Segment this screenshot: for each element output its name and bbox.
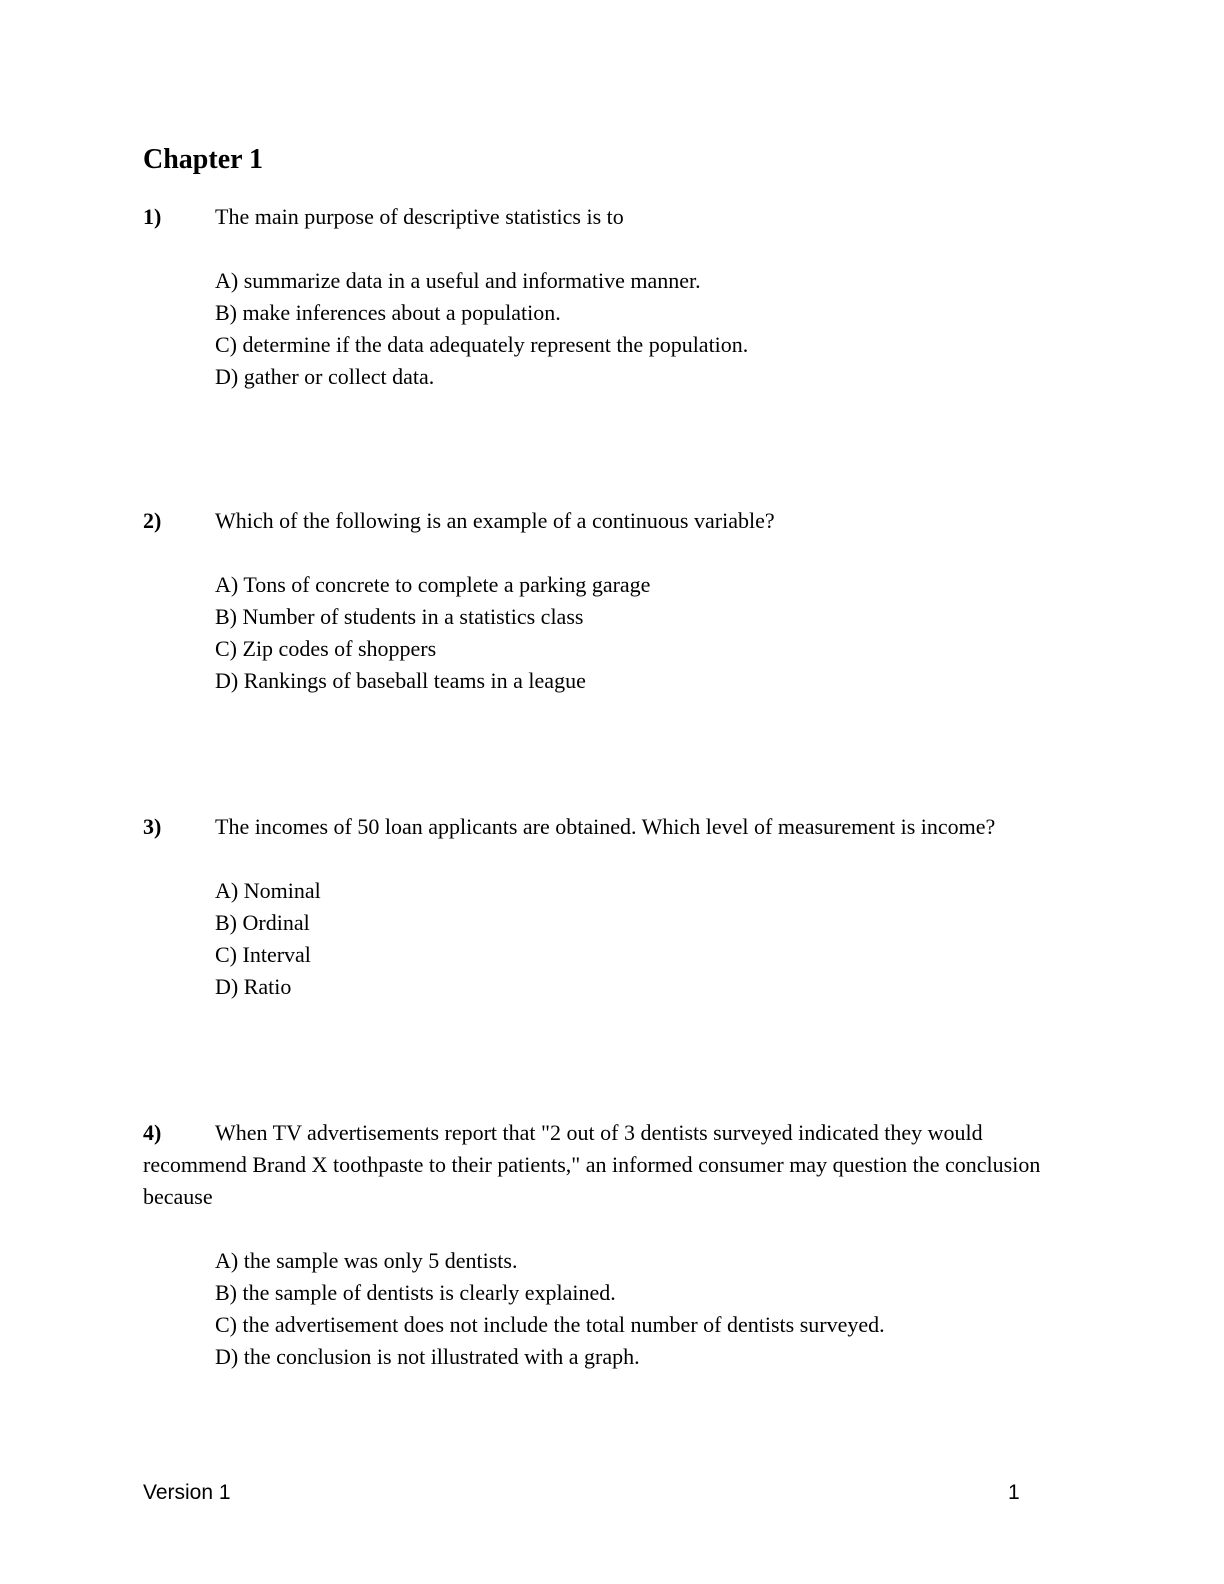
page-footer <box>143 1480 1224 1506</box>
question-block-3 <box>143 697 1080 1003</box>
answer-option: D) gather or collect data. <box>215 364 435 389</box>
question-line <box>143 180 1080 233</box>
answer-option: C) Interval <box>215 942 311 967</box>
question-text: The main purpose of descriptive statistics is to <box>215 204 624 229</box>
answer-option: A) Nominal <box>215 878 321 903</box>
question-text: The incomes of 50 loan applicants are obtained. Which level of measurement is income? <box>215 814 996 839</box>
question-block-4 <box>143 1003 1080 1373</box>
question-line <box>143 393 1080 537</box>
question-number: 4) <box>143 1120 162 1145</box>
answer-option: A) the sample was only 5 dentists. <box>215 1248 518 1273</box>
question-line <box>143 1003 1080 1213</box>
answer-option: D) Ratio <box>215 974 292 999</box>
answer-option: A) Tons of concrete to complete a parking garage <box>215 572 651 597</box>
answer-option: B) make inferences about a population. <box>215 300 561 325</box>
question-text: When TV advertisements report that "2 out of 3 dentists surveyed indicated they would recommend Brand X toothpaste to their patients," an informed consumer may question the conclusion because <box>143 1120 1041 1209</box>
answer-option: D) the conclusion is not illustrated with a graph. <box>215 1344 640 1369</box>
question-text: Which of the following is an example of a continuous variable? <box>215 508 775 533</box>
chapter-heading: Chapter 1 <box>143 144 264 175</box>
answer-option: C) Zip codes of shoppers <box>215 636 437 661</box>
question-number: 3) <box>143 814 162 839</box>
options-list <box>215 1213 1080 1373</box>
question-number: 2) <box>143 508 162 533</box>
options-list <box>215 233 1080 393</box>
footer-version-label: Version 1 <box>143 1481 231 1504</box>
answer-option: D) Rankings of baseball teams in a league <box>215 668 586 693</box>
answer-option: C) determine if the data adequately represent the population. <box>215 332 749 357</box>
question-block-1 <box>143 180 1080 393</box>
question-number: 1) <box>143 204 162 229</box>
question-block-2 <box>143 393 1080 697</box>
question-line <box>143 697 1080 843</box>
footer-page-number: 1 <box>1008 1481 1020 1504</box>
answer-option: C) the advertisement does not include the total number of dentists surveyed. <box>215 1312 885 1337</box>
answer-option: B) Ordinal <box>215 910 310 935</box>
options-list <box>215 537 1080 697</box>
answer-option: A) summarize data in a useful and informative manner. <box>215 268 701 293</box>
options-list <box>215 843 1080 1003</box>
answer-option: B) the sample of dentists is clearly explained. <box>215 1280 616 1305</box>
answer-option: B) Number of students in a statistics class <box>215 604 584 629</box>
